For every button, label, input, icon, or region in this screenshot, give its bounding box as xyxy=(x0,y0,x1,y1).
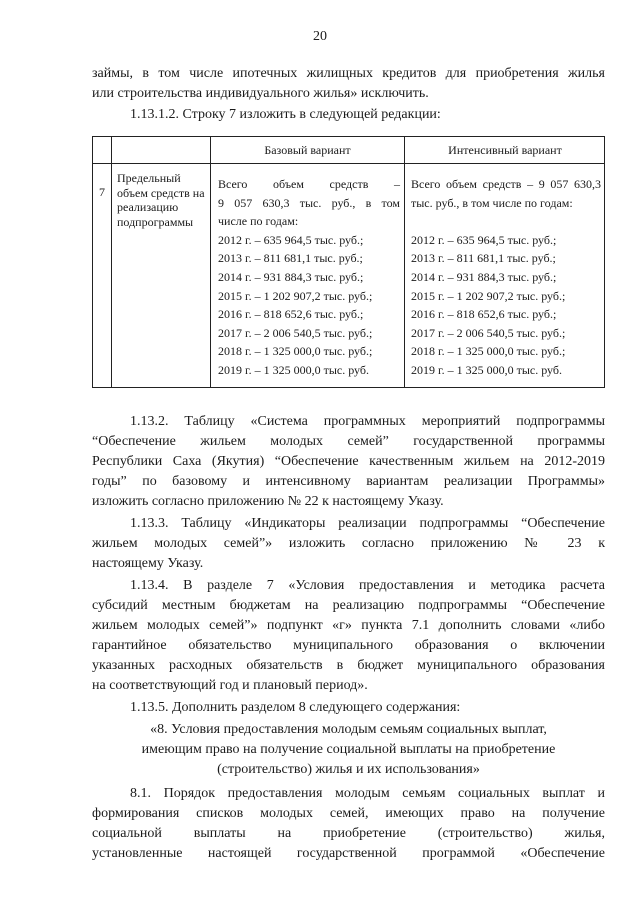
p3-line-6: на соответствующий год и плановый период». xyxy=(92,678,368,693)
p2-line-1: 1.13.3. Таблицу «Индикаторы реализации подпрограммы “Обеспечение xyxy=(130,516,605,531)
row-label: Предельный объем средств на реализацию подпрограммы xyxy=(117,171,205,229)
p3-line-2: субсидий местным бюджетам на реализацию подпрограммы “Обеспечение xyxy=(92,598,605,613)
section-heading-1: «8. Условия предоставления молодым семьям социальных выплат, xyxy=(150,722,547,737)
p1-line-3: Республики Саха (Якутия) “Обеспечение качественным жильем на 2012-2019 xyxy=(92,454,605,469)
base-variant-cell: Всего объем средств – 9 057 630,3 тыс. руб., в том числе по годам: 2012 г. – 635 964,5 тыс. руб.; 2013 г. – 811 681,1 тыс. руб.; 2014 г. – 931 884,3 тыс. руб.; 2015 г. – 1 202 907,2 тыс. руб.; 2016 г. – 818 652,6 тыс. руб.; 2017 г. – 2 006 540,5 тыс. руб.; 2018 г. – 1 325 000,0 тыс. руб.; 2019 г. – 1 325 000,0 тыс. руб. xyxy=(218,177,400,377)
intro-line-2: или строительства индивидуального жилья» исключить. xyxy=(92,86,429,101)
p1-line-4: годы” по базовому и интенсивному вариантам реализации Программы» xyxy=(92,474,605,489)
intro-line-3: 1.13.1.2. Строку 7 изложить в следующей редакции: xyxy=(130,107,441,122)
p3-line-3: жильем молодых семей”» подпункт «г» пункта 7.1 дополнить словами «либо xyxy=(92,618,605,633)
header-intensive: Интенсивный вариант xyxy=(448,143,562,157)
p2-line-3: настоящему Указу. xyxy=(92,556,204,571)
p5-line-3: социальной выплаты на приобретение (строительство) жилья, xyxy=(92,826,605,841)
p5-line-2: формирования списков молодых семей, имеющих право на получение xyxy=(92,806,605,821)
p1-line-2: “Обеспечение жильем молодых семей” государственной программы xyxy=(92,434,605,449)
p3-line-4: гарантийное обязательство муниципального образования о включении xyxy=(92,638,605,653)
p5-line-1: 8.1. Порядок предоставления молодым семьям социальных выплат и xyxy=(130,786,605,801)
p2-line-2: жильем молодых семей”» изложить согласно приложению № 23 к xyxy=(92,536,605,551)
section-heading-2: имеющим право на получение социальной выплаты на приобретение xyxy=(141,742,556,757)
p1-line-5: изложить согласно приложению № 22 к настоящему Указу. xyxy=(92,494,444,509)
p1-line-1: 1.13.2. Таблицу «Система программных мероприятий подпрограммы xyxy=(130,414,605,429)
p5-line-4: установленные настоящей государственной программой «Обеспечение xyxy=(92,846,605,861)
subprogram-table xyxy=(92,136,605,388)
intensive-variant-cell: Всего объем средств – 9 057 630,3 тыс. руб., в том числе по годам: 2012 г. – 635 964,5 тыс. руб.; 2013 г. – 811 681,1 тыс. руб.; 2014 г. – 931 884,3 тыс. руб.; 2015 г. – 1 202 907,2 тыс. руб.; 2016 г. – 818 652,6 тыс. руб.; 2017 г. – 2 006 540,5 тыс. руб.; 2018 г. – 1 325 000,0 тыс. руб.; 2019 г. – 1 325 000,0 тыс. руб. xyxy=(411,177,601,377)
header-base: Базовый вариант xyxy=(264,143,351,157)
section-heading-3: (строительство) жилья и их использования» xyxy=(217,762,480,777)
p3-line-1: 1.13.4. В разделе 7 «Условия предоставления и методика расчета xyxy=(130,578,605,593)
intro-line-1: займы, в том числе ипотечных жилищных кредитов для приобретения жилья xyxy=(92,66,605,81)
p3-line-5: указанных расходных обязательств в бюджет муниципального образования xyxy=(92,658,605,673)
p4-line: 1.13.5. Дополнить разделом 8 следующего содержания: xyxy=(130,700,461,715)
row-number: 7 xyxy=(99,185,105,199)
page-number: 20 xyxy=(313,29,327,44)
